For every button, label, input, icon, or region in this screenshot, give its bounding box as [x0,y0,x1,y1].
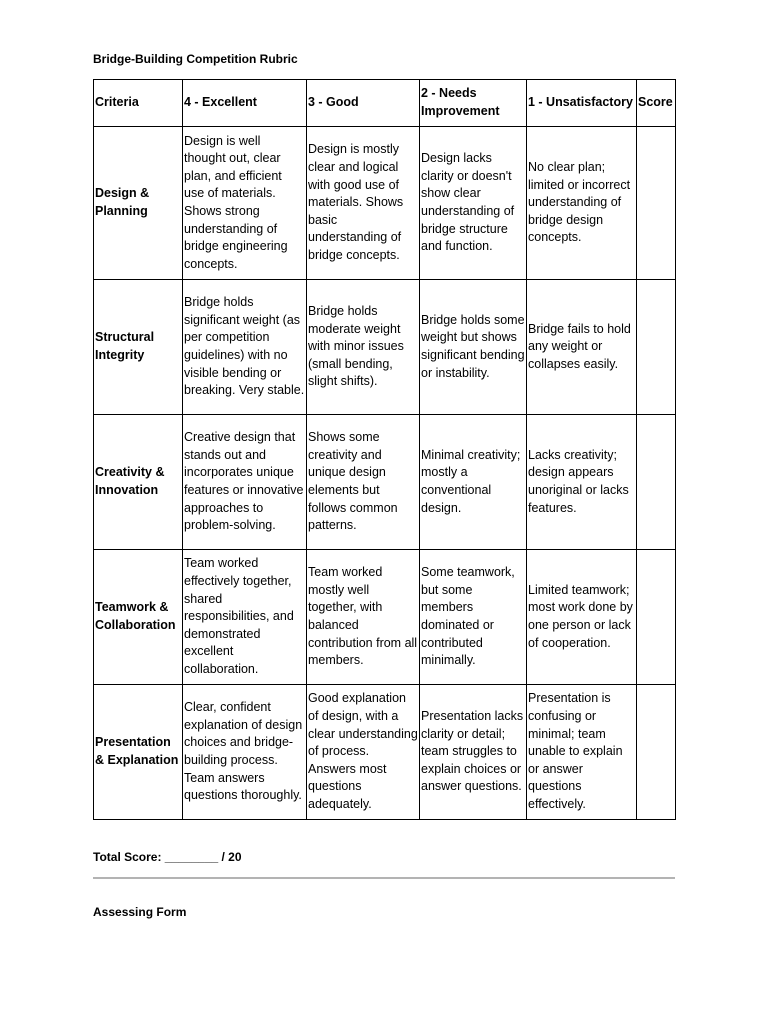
rubric-row-creativity-innovation [94,415,676,550]
rubric-row-presentation-explanation [94,685,676,820]
excellent-cell: Clear, confident explanation of design choices and bridge-building process. Team answers questions thoroughly. [183,685,307,820]
rubric-row-design-planning [94,127,676,280]
rubric-row-teamwork-collaboration [94,550,676,685]
needs-improvement-cell: Bridge holds some weight but shows significant bending or instability. [420,280,527,415]
unsatisfactory-cell: Presentation is confusing or minimal; team unable to explain or answer questions effectively. [527,685,637,820]
criteria-cell: Structural Integrity [94,280,183,415]
criteria-cell: Presentation & Explanation [94,685,183,820]
section-divider [93,877,675,879]
excellent-cell: Team worked effectively together, shared responsibilities, and demonstrated excellent collaboration. [183,550,307,685]
header-criteria: Criteria [94,80,183,127]
good-cell: Team worked mostly well together, with balanced contribution from all members. [307,550,420,685]
unsatisfactory-cell: Bridge fails to hold any weight or collapses easily. [527,280,637,415]
section-heading: Assessing Form [93,905,187,919]
header-needs-improvement: 2 - Needs Improvement [420,80,527,127]
score-cell[interactable] [637,280,676,415]
score-cell[interactable] [637,550,676,685]
excellent-cell: Bridge holds significant weight (as per competition guidelines) with no visible bending or breaking. Very stable. [183,280,307,415]
rubric-row-structural-integrity [94,280,676,415]
document-title: Bridge-Building Competition Rubric [93,52,298,66]
excellent-cell: Creative design that stands out and incorporates unique features or innovative approaches to problem-solving. [183,415,307,550]
score-cell[interactable] [637,415,676,550]
good-cell: Shows some creativity and unique design elements but follows common patterns. [307,415,420,550]
needs-improvement-cell: Design lacks clarity or doesn't show clear understanding of bridge structure and function. [420,127,527,280]
rubric-table [93,79,676,820]
total-score-line: Total Score: ________ / 20 [93,850,242,864]
unsatisfactory-cell: Limited teamwork; most work done by one person or lack of cooperation. [527,550,637,685]
score-cell[interactable] [637,685,676,820]
score-cell[interactable] [637,127,676,280]
unsatisfactory-cell: Lacks creativity; design appears unoriginal or lacks features. [527,415,637,550]
good-cell: Good explanation of design, with a clear understanding of process. Answers most questions adequately. [307,685,420,820]
excellent-cell: Design is well thought out, clear plan, and efficient use of materials. Shows strong understanding of bridge engineering concepts. [183,127,307,280]
needs-improvement-cell: Minimal creativity; mostly a conventional design. [420,415,527,550]
header-unsatisfactory: 1 - Unsatisfactory [527,80,637,127]
unsatisfactory-cell: No clear plan; limited or incorrect understanding of bridge design concepts. [527,127,637,280]
rubric-header-row [94,80,676,127]
header-excellent: 4 - Excellent [183,80,307,127]
good-cell: Bridge holds moderate weight with minor issues (small bending, slight shifts). [307,280,420,415]
needs-improvement-cell: Presentation lacks clarity or detail; team struggles to explain choices or answer questions. [420,685,527,820]
header-good: 3 - Good [307,80,420,127]
header-score: Score [637,80,676,127]
criteria-cell: Design & Planning [94,127,183,280]
criteria-cell: Teamwork & Collaboration [94,550,183,685]
good-cell: Design is mostly clear and logical with good use of materials. Shows basic understanding of bridge concepts. [307,127,420,280]
needs-improvement-cell: Some teamwork, but some members dominated or contributed minimally. [420,550,527,685]
criteria-cell: Creativity & Innovation [94,415,183,550]
